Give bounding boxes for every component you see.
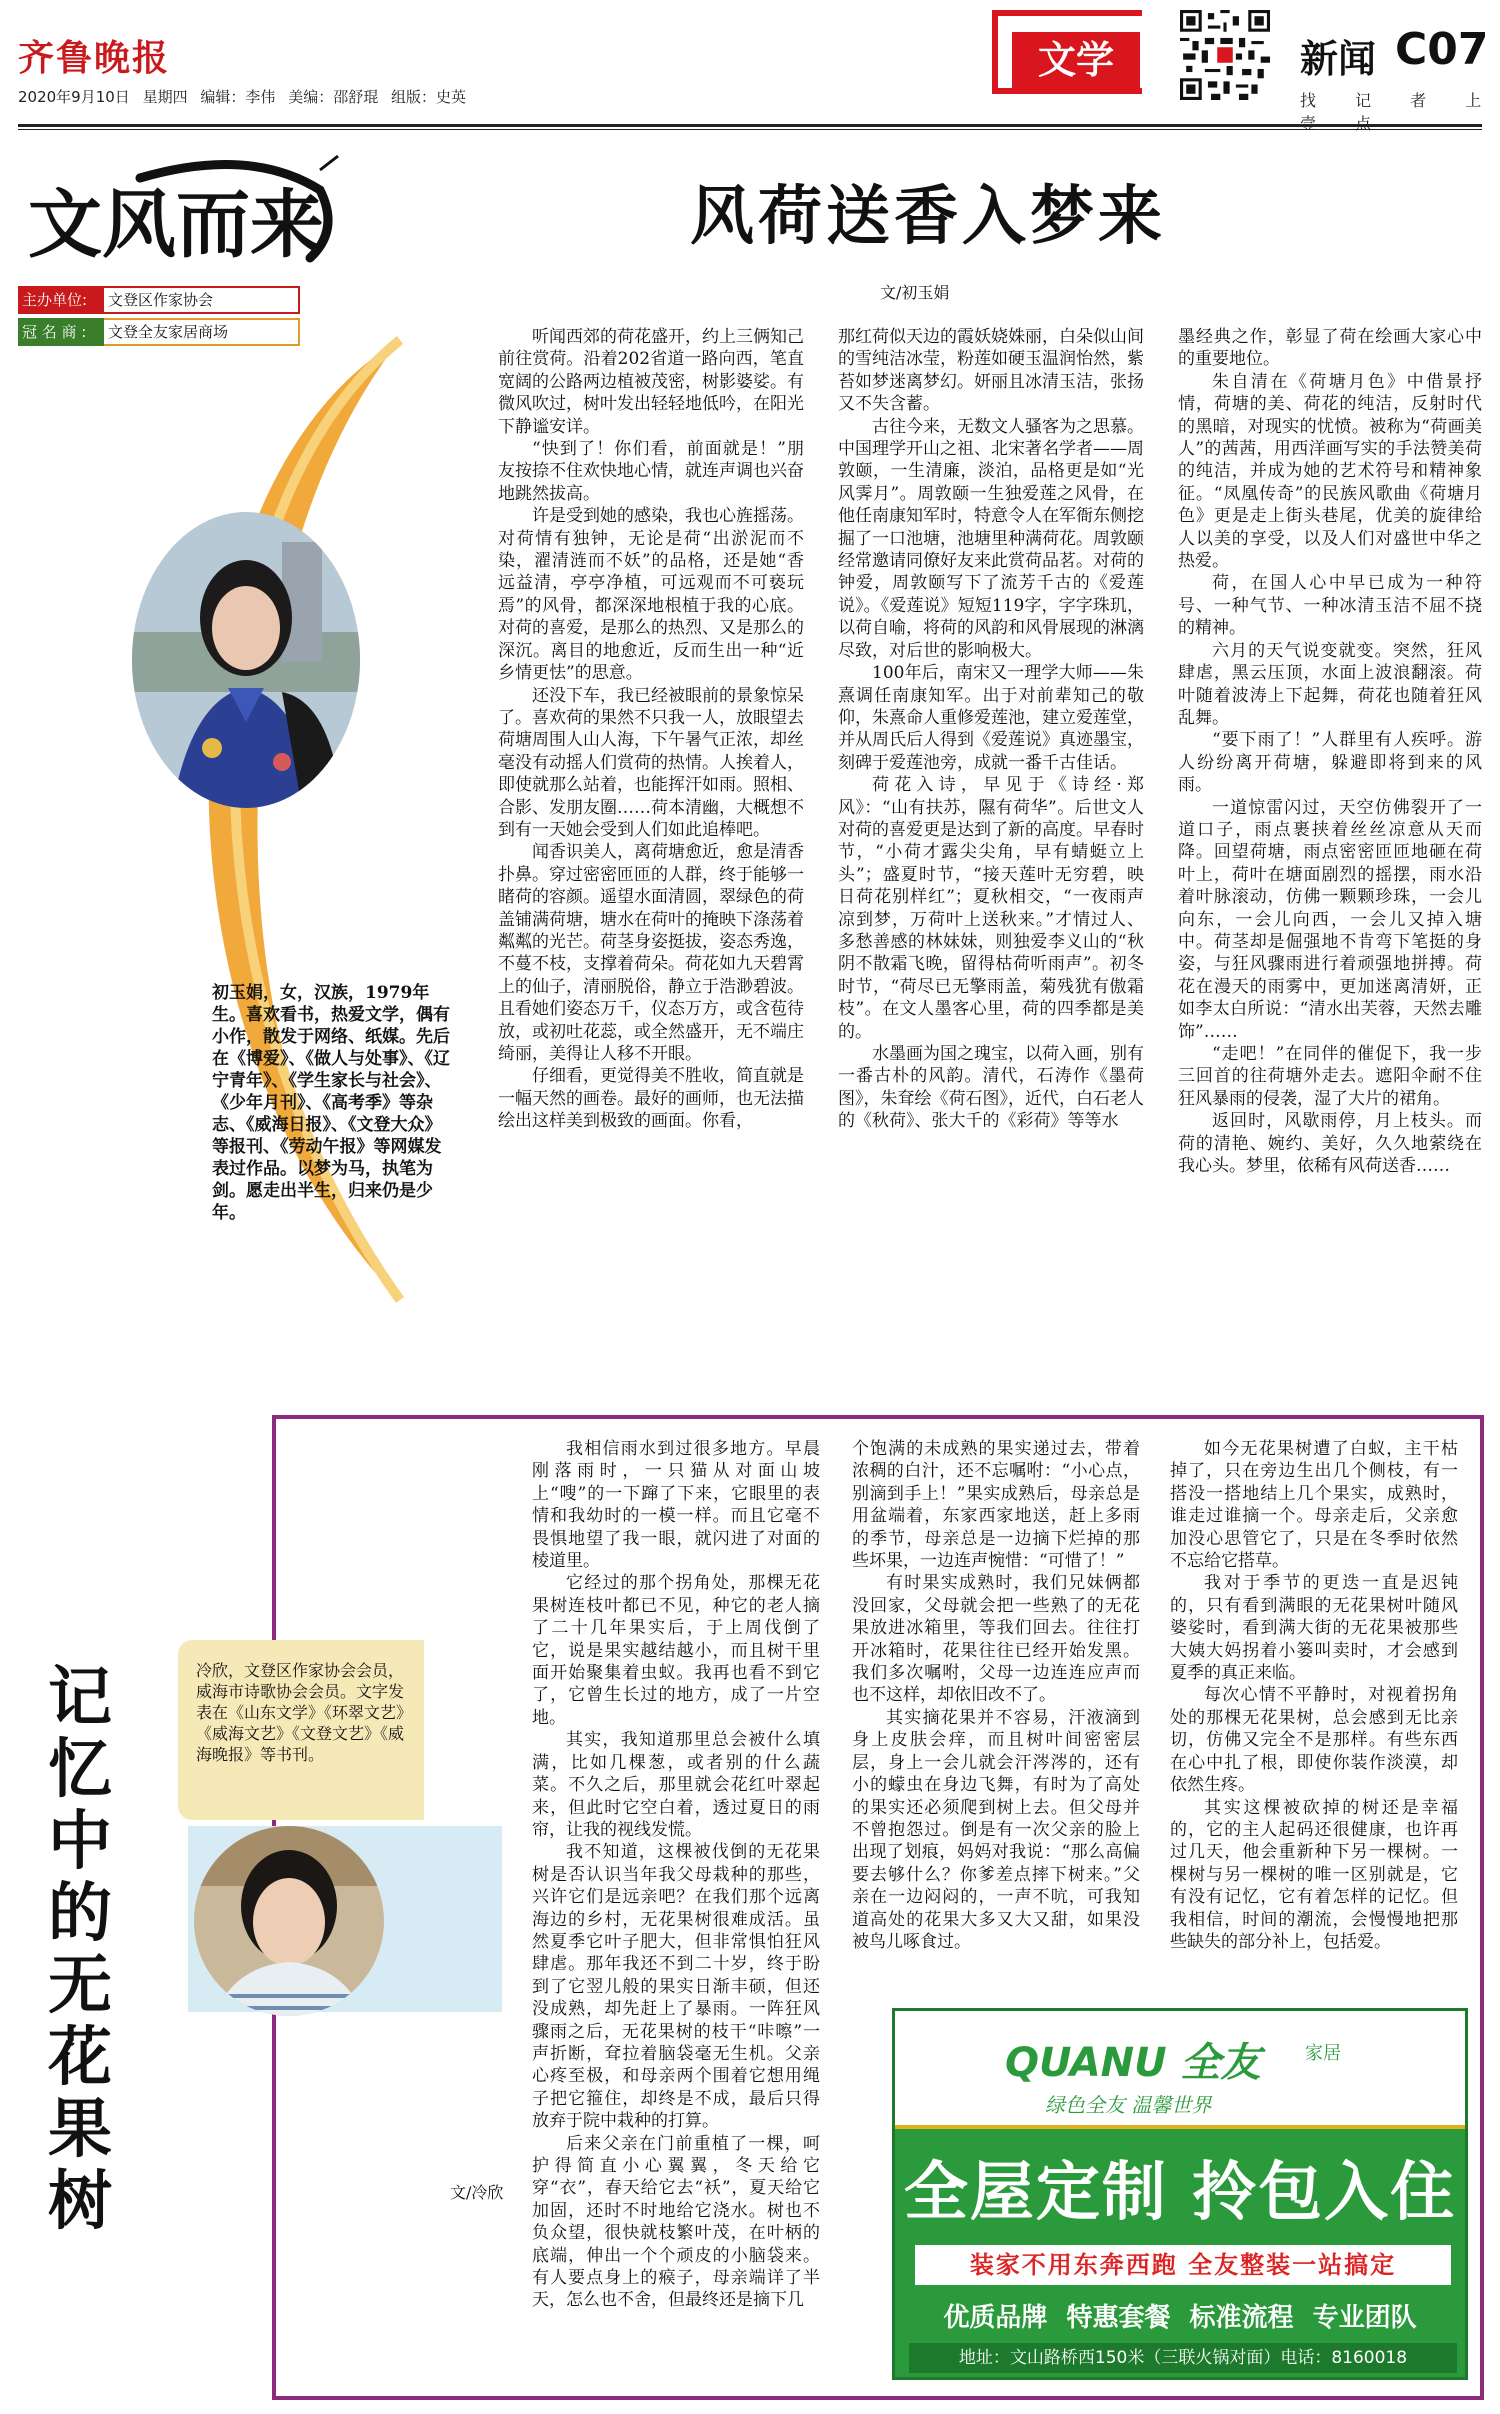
column-logo [20,150,340,280]
paragraph: 那红荷似天边的霞妖娆姝丽，白朵似山间的雪纯洁冰莹，粉莲如硬玉温润怡然，紫苔如梦迷离梦幻。妍丽且冰清玉洁，张扬又不失含蓄。 [838,327,1144,415]
paragraph: 朱自清在《荷塘月色》中借景抒情，荷塘的美、荷花的纯洁，反射时代的黑暗，对现实的忧愤。被称为“荷画美人”的茜茜，用西洋画写实的手法赞美荷的纯洁，并成为她的艺术符号和精神象征。“凤凰传奇”的民族风歌曲《荷塘月色》更是走上街头巷尾，优美的旋律给人以美的享受，以及人们对盛世中华之热爱。 [1178,371,1482,572]
title-sponsor-label: 冠 名 商 : [18,318,104,346]
paragraph: “快到了！你们看，前面就是！”朋友按捺不住欢快地心情，就连声调也兴奋地跳然拔高。 [498,439,804,504]
header-rule [18,124,1482,127]
newspaper-logo: 齐鲁晚报 [18,37,171,79]
ad-features: 优质品牌 特惠套餐 标准流程 专业团队 [943,2303,1417,2333]
title-sponsor-value: 文登全友家居商场 [104,318,300,346]
paragraph: “要下雨了！”人群里有人疾呼。游人纷纷离开荷塘，躲避即将到来的风雨。 [1178,730,1482,796]
paragraph: 六月的天气说变就变。突然，狂风肆虐，黑云压顶，水面上波浪翻滚。荷叶随着波涛上下起舞，荷花也随着狂风乱舞。 [1178,640,1482,728]
sponsor-label: 主办单位: [18,286,104,314]
paragraph: 一道惊雷闪过，天空仿佛裂开了一道口子，雨点裹挟着丝丝凉意从天而降。回望荷塘，雨点密密匝匝地砸在荷叶上，荷叶在塘面剧烈的摇摆，雨水沿着叶脉滚动，仿佛一颗颗珍珠，一会儿向东，一会儿向西，一会儿又掉入塘中。荷茎却是倔强地不肯弯下笔挺的身姿，与狂风骤雨进行着顽强地拼搏。荷花在漫天的雨雾中，更加迷离清妍，正如李太白所说：“清水出芙蓉，天然去雕饰”…… [1178,797,1482,1042]
column-logo-text: 文风而来 [28,182,324,268]
author-portrait [194,1826,384,2016]
portrait-image [132,512,360,808]
issue-weekday: 星期四 [142,88,188,106]
section-name: 新闻 [1300,37,1377,81]
article-byline: 文/初玉娟 [880,283,950,302]
paragraph: 有时果实成熟时，我们兄妹俩都没回家，父母就会把一些熟了的无花果放进冰箱里，等我们回去。往往打开冰箱时，花果往往已经开始发黑。我们多次嘱咐，父母一边连连应声而也不这样，却依旧改不了。 [852,1573,1140,1706]
paragraph: 如今无花果树遭了白蚁，主干枯掉了，只在旁边生出几个侧枝，有一搭没一搭地结上几个果实，成熟时，谁走过谁摘一个。母亲走后，父亲愈加没心思管它了，只是在冬季时依然不忘给它搭草。 [1170,1439,1458,1572]
paragraph: 许是受到她的感染，我也心旌摇荡。对荷情有独钟，无论是荷“出淤泥而不染，濯清涟而不妖”的品格，还是她“香远益清，亭亭净植，可远观而不可亵玩焉”的风骨，都深深地根植于我的心底。对荷的喜爱，是那么的热烈、又是那么的深沉。离目的地愈近，反而生出一种“近乡情更怯”的思意。 [498,506,804,684]
page-number: C07 [1395,24,1489,75]
paragraph: 我不知道，这棵被伐倒的无花果树是否认识当年我父母栽种的那些，兴许它们是远亲吧？在我们那个远离海边的乡村，无花果树很难成活。虽然夏季它叶子肥大，但非常惧怕狂风肆虐。那年我还不到二十岁，终于盼到了它翌儿般的果实日渐丰硕，但还没成熟，却先赶上了暴雨。一阵狂风骤雨之后，无花果树的枝干“咔嚓”一声折断，耷拉着脑袋毫无生机。父亲心疼至极，和母亲两个围着它想用绳子把它箍住，却终是不成，最后只得放弃于院中栽种的打算。 [532,1842,820,2132]
advertisement[interactable] [892,2008,1468,2380]
issue-date: 2020年9月10日 [18,88,130,106]
portrait-image [194,1826,384,2016]
article-column-3 [1170,1438,1458,1998]
header-rule-thin [18,129,1482,130]
ad-headline: 全屋定制 拎包入住 [903,2156,1457,2230]
qr-code-icon[interactable] [1180,10,1270,100]
editor-credit: 编辑：李伟 [200,88,276,106]
paragraph: 水墨画为国之瑰宝，以荷入画，别有一番古朴的风韵。清代，石涛作《墨荷图》，朱耷绘《荷石图》，近代，白石老人的《秋荷》、张大千的《彩荷》等等水 [838,1044,1144,1132]
paragraph: 返回时，风歇雨停，月上枝头。而荷的清艳、婉约、美好，久久地萦绕在我心头。梦里，依稀有风荷送香…… [1178,1111,1482,1177]
paragraph: 个饱满的未成熟的果实递过去，带着浓稠的白汁，还不忘嘱咐：“小心点，别滴到手上！”果实成熟后，母亲总是用盆端着，东家西家地送，赶上多雨的季节，母亲总是一边摘下烂掉的那些坏果，一边连声惋惜：“可惜了！” [852,1439,1140,1572]
article-column-1 [498,326,804,1334]
paragraph: 荷，在国人心中早已成为一种符号、一种气节、一种冰清玉洁不屈不挠的精神。 [1178,573,1482,639]
paragraph: 它经过的那个拐角处，那棵无花果树连枝叶都已不见，种它的老人摘了二十几年果实后，于上周伐倒了它，说是果实越结越小，而且树干里面开始聚集着虫蚁。我再也看不到它了，它曾生长过的地方，成了一片空地。 [532,1573,820,1728]
paragraph: 其实这棵被砍掉的树还是幸福的，它的主人起码还很健康，也许再过几天，他会重新种下另一棵树。一棵树与另一棵树的唯一区别就是，它有没有记忆，它有着怎样的记忆。但我相信，时间的潮流，会慢慢地把那些缺失的部分补上，包括爱。 [1170,1797,1458,1952]
issue-meta [18,86,466,107]
article-column-1 [532,1438,820,2394]
paragraph: 我对于季节的更迭一直是迟钝的，只有看到满眼的无花果树叶随风婆娑时，看到满大街的无花果被那些大姨大妈拐着小篓叫卖时，才会感到夏季的真正来临。 [1170,1573,1458,1684]
paragraph: 每次心情不平静时，对视着拐角处的那棵无花果树，总会感到无比亲切，仿佛又完全不是那样。有些东西在心中扎了根，即使你装作淡漠，却依然生疼。 [1170,1685,1458,1796]
layout-editor-credit: 组版：史英 [390,88,466,106]
article-title-vertical: 记忆中的无花果树 [48,1661,112,2239]
article-byline: 文/冷欣 [450,2183,504,2202]
article-column-2 [838,326,1144,1334]
paragraph: 荷花入诗，早见于《诗经·郑风》：“山有扶苏，隰有荷华”。后世文人对荷的喜爱更是达到了新的高度。早春时节，“小荷才露尖尖角，早有蜻蜓立上头”；盛夏时节，“接天莲叶无穷碧，映日荷花别样红”；夏秋相交，“一夜雨声凉到梦，万荷叶上送秋来。”才情过人、多愁善感的林妹妹，则独爱李义山的“秋阴不散霜飞晚，留得枯荷听雨声”。初冬时节，“荷尽已无擎雨盖，菊残犹有傲霜枝”。在文人墨客心里，荷的四季都是美的。 [838,775,1144,1042]
article-column-3 [1178,326,1482,1334]
article-title: 风荷送香入梦来 [690,180,1166,254]
author-bio: 冷欣，文登区作家协会会员，威海市诗歌协会会员。文字发表在《山东文学》《环翠文艺》《威海文艺》《文登文艺》《威海晚报》等书刊。 [196,1661,413,1764]
paragraph: 听闻西郊的荷花盛开，约上三俩知己前往赏荷。沿着202省道一路向西，笔直宽阔的公路两边植被茂密，树影婆娑。有微风吹过，树叶发出轻轻地低吟，在阳光下静谧安详。 [498,327,804,437]
paragraph: 我相信雨水到过很多地方。早晨刚落雨时，一只猫从对面山坡上“嗖”的一下蹿了下来，它眼里的表情和我幼时的一模一样。而且它毫不畏惧地望了我一眼，就闪进了对面的棱道里。 [532,1439,820,1572]
ad-brand-suffix: 家居 [1305,2043,1341,2064]
paragraph: 后来父亲在门前重植了一棵，呵护得简直小心翼翼，冬天给它穿“衣”，春天给它去“袄”，夏天给它加固，还时不时地给它浇水。树也不负众望，很快就枝繁叶茂，在叶柄的底端，伸出一个个顽皮的小脑袋来。有人要点身上的瘊子，母亲端详了半天，怎么也不舍，但最终还是摘下几 [532,2133,820,2311]
paragraph: “走吧！”在同伴的催促下，我一步三回首的往荷塘外走去。遮阳伞耐不住狂风暴雨的侵袭，湿了大片的裙角。 [1178,1044,1482,1109]
paragraph: 仔细看，更觉得美不胜收，简直就是一幅天然的画卷。最好的画师，也无法描绘出这样美到极致的画面。你看， [498,1066,804,1132]
paragraph: 100年后，南宋又一理学大师——朱熹调任南康知军。出于对前辈知己的敬仰，朱熹命人重修爱莲池，建立爱莲堂，并从周氏后人得到《爱莲说》真迹墨宝，刻碑于爱莲池旁，成就一番千古佳话。 [838,663,1144,773]
section-tag: 文学 [1012,32,1140,88]
ad-brand: QUANU 全友 [1005,2040,1261,2086]
paragraph: 墨经典之作，彰显了荷在绘画大家心中的重要地位。 [1178,327,1482,370]
paragraph: 古往今来，无数文人骚客为之思慕。中国理学开山之祖、北宋著名学者——周敦颐，一生清廉，淡泊，品格更是如“光风霁月”。周敦颐一生独爱莲之风骨，在他任南康知军时，特意令人在军衙东侧挖掘了一口池塘，池塘里种满荷花。周敦颐经常邀请同僚好友来此赏荷品茗。对荷的钟爱，周敦颐写下了流芳千古的《爱莲说》。《爱莲说》短短119字，字字珠玑，以荷自喻，将荷的风韵和风骨展现的淋漓尽致，对后世的影响极大。 [838,416,1144,661]
sponsor-value: 文登区作家协会 [104,286,300,314]
slogan: 找 记 者 上 [1300,91,1482,110]
author-bio: 初玉娟，女，汉族，1979年生。喜欢看书，热爱文学，偶有小作，散发于网络、纸媒。先后在《博爱》、《做人与处事》、《辽宁青年》、《学生家长与社会》、《少年月刊》、《高考季》等杂志、《威海日报》、《文登大众》等报刊、《劳动午报》等网媒发表过作品。以梦为马，执笔为剑。愿走出半生，归来仍是少年。 [212,983,450,1223]
article-column-2 [852,1438,1140,1998]
paragraph: 其实，我知道那里总会被什么填满，比如几棵葱，或者别的什么蔬菜。不久之后，那里就会花红叶翠起来，但此时它空白着，透过夏日的雨帘，让我的视线发慌。 [532,1730,820,1840]
sponsor-row [18,286,300,314]
paragraph: 还没下车，我已经被眼前的景象惊呆了。喜欢荷的果然不只我一人，放眼望去荷塘周围人山人海，下午暑气正浓，却丝毫没有动摇人们赏荷的热情。人挨着人，即使就那么站着，也能挥汗如雨。照相、合影、发朋友圈……荷本清幽，大概想不到有一天她会受到人们如此追棒吧。 [498,685,804,840]
ad-tagline: 绿色全友 温馨世界 [1045,2093,1212,2117]
art-editor-credit: 美编：邵舒琨 [288,88,379,106]
paragraph: 闻香识美人，离荷塘愈近，愈是清香扑鼻。穿过密密匝匝的人群，终于能够一睹荷的容颜。遥望水面清圆，翠绿色的荷盖铺满荷塘，塘水在荷叶的掩映下涤荡着粼粼的光芒。荷茎身姿挺拔，姿态秀逸，不蔓不枝，支撑着荷朵。荷花如九天碧霄上的仙子，清丽脱俗，静立于浩渺碧波。且看她们姿态万千，仪态万方，或含苞待放，或初吐花蕊，或全然盛开，无不端庄绮丽，美得让人移不开眼。 [498,842,804,1064]
ad-subline: 装家不用东奔西跑 全友整装一站搞定 [915,2245,1451,2285]
author-portrait [132,512,360,808]
paragraph: 其实摘花果并不容易，汗液滴到身上皮肤会痒，而且树叶间密密层层，身上一会儿就会汗涔涔的，还有小的蠓虫在身边飞舞，有时为了高处的果实还必须爬到树上去。但父母并不曾抱怨过。倒是有一次父亲的脸上出现了划痕，妈妈对我说：“那么高偏要去够什么？你爹差点摔下树来。”父亲在一边闷闷的，一声不吭，可我知道高处的花果大多又大又甜，如果没被鸟儿啄食过。 [852,1707,1140,1952]
ad-address: 地址：文山路桥西150米（三联火锅对面）电话：8160018 [909,2343,1457,2373]
